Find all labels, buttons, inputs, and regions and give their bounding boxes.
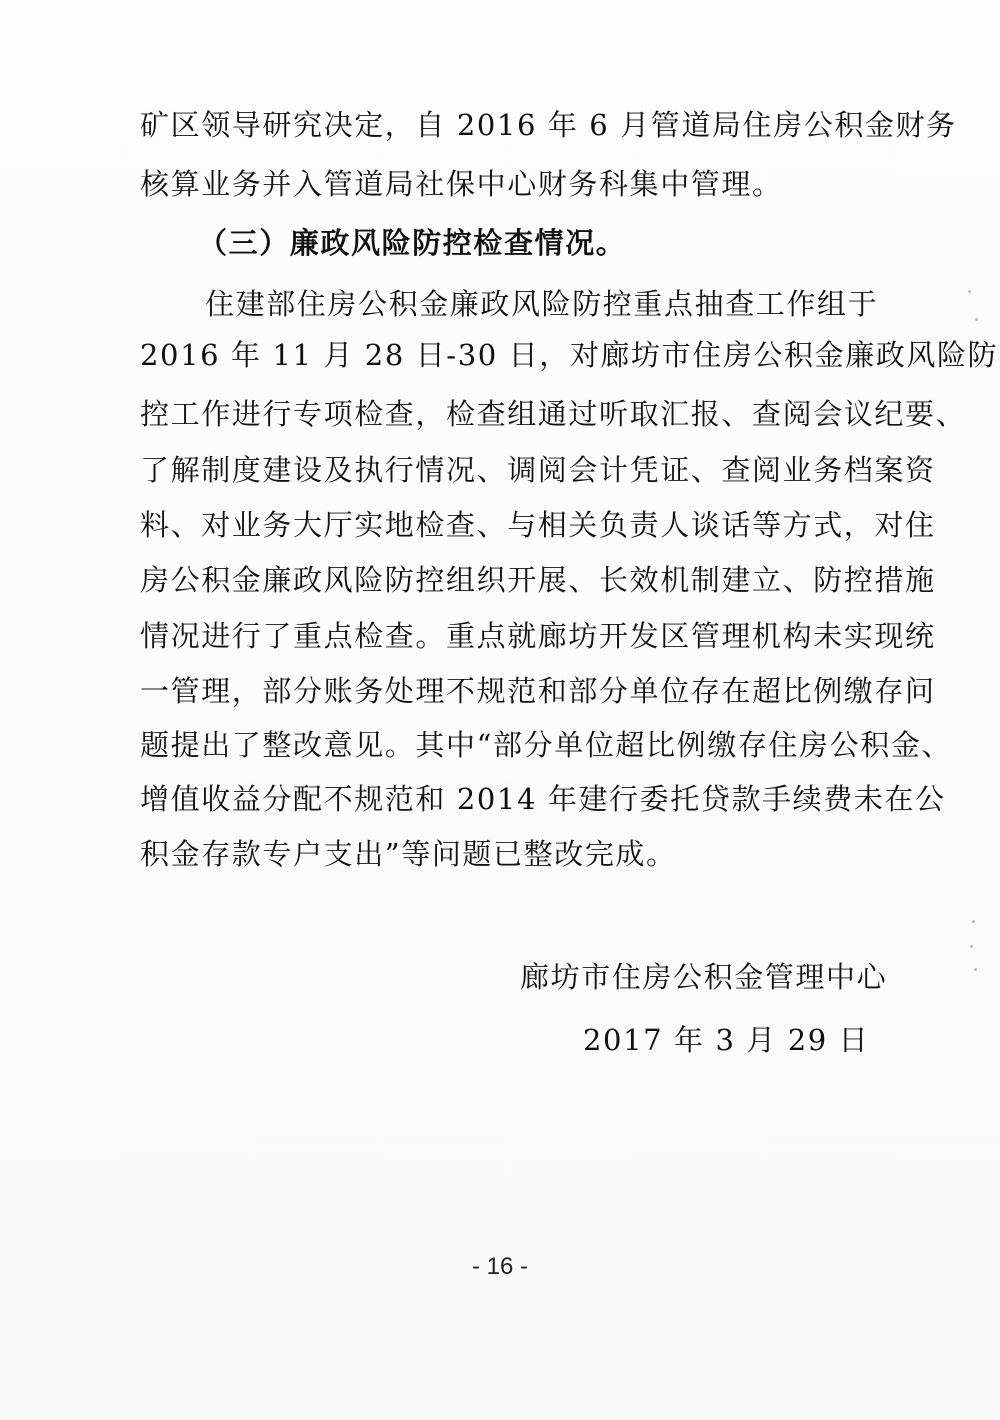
scan-speck	[975, 318, 978, 321]
scan-speck	[974, 968, 977, 971]
signature-org: 廊坊市住房公积金管理中心	[520, 960, 888, 994]
body-line: 了解制度建设及执行情况、调阅会计凭证、查阅业务档案资	[140, 453, 936, 487]
body-line: 房公积金廉政风险防控组织开展、长效机制建立、防控措施	[140, 563, 936, 597]
body-line: 题提出了整改意见。其中“部分单位超比例缴存住房公积金、	[140, 728, 953, 762]
section-heading: （三）廉政风险防控检查情况。	[198, 226, 627, 260]
scan-speck	[968, 290, 971, 293]
body-line: 增值收益分配不规范和 2014 年建行委托贷款手续费未在公	[140, 782, 946, 816]
body-line: 料、对业务大厅实地检查、与相关负责人谈话等方式，对住	[140, 508, 936, 542]
scan-speck	[970, 945, 973, 948]
body-line: 2016 年 11 月 28 日-30 日，对廊坊市住房公积金廉政风险防	[140, 338, 999, 372]
body-line: 控工作进行专项检查，检查组通过听取汇报、查阅会议纪要、	[140, 397, 967, 431]
scan-speck	[972, 920, 975, 923]
body-line: 积金存款专户支出”等问题已整改完成。	[140, 837, 677, 871]
body-line: 情况进行了重点检查。重点就廊坊开发区管理机构未实现统	[140, 619, 936, 653]
body-line: 住建部住房公积金廉政风险防控重点抽查工作组于	[205, 287, 879, 321]
body-line: 一管理，部分账务处理不规范和部分单位存在超比例缴存问	[140, 674, 936, 708]
page-number: - 16 -	[471, 1253, 528, 1280]
body-line: 矿区领导研究决定，自 2016 年 6 月管道局住房公积金财务	[140, 108, 957, 142]
signature-date: 2017 年 3 月 29 日	[583, 1023, 870, 1057]
body-line: 核算业务并入管道局社保中心财务科集中管理。	[140, 167, 783, 201]
